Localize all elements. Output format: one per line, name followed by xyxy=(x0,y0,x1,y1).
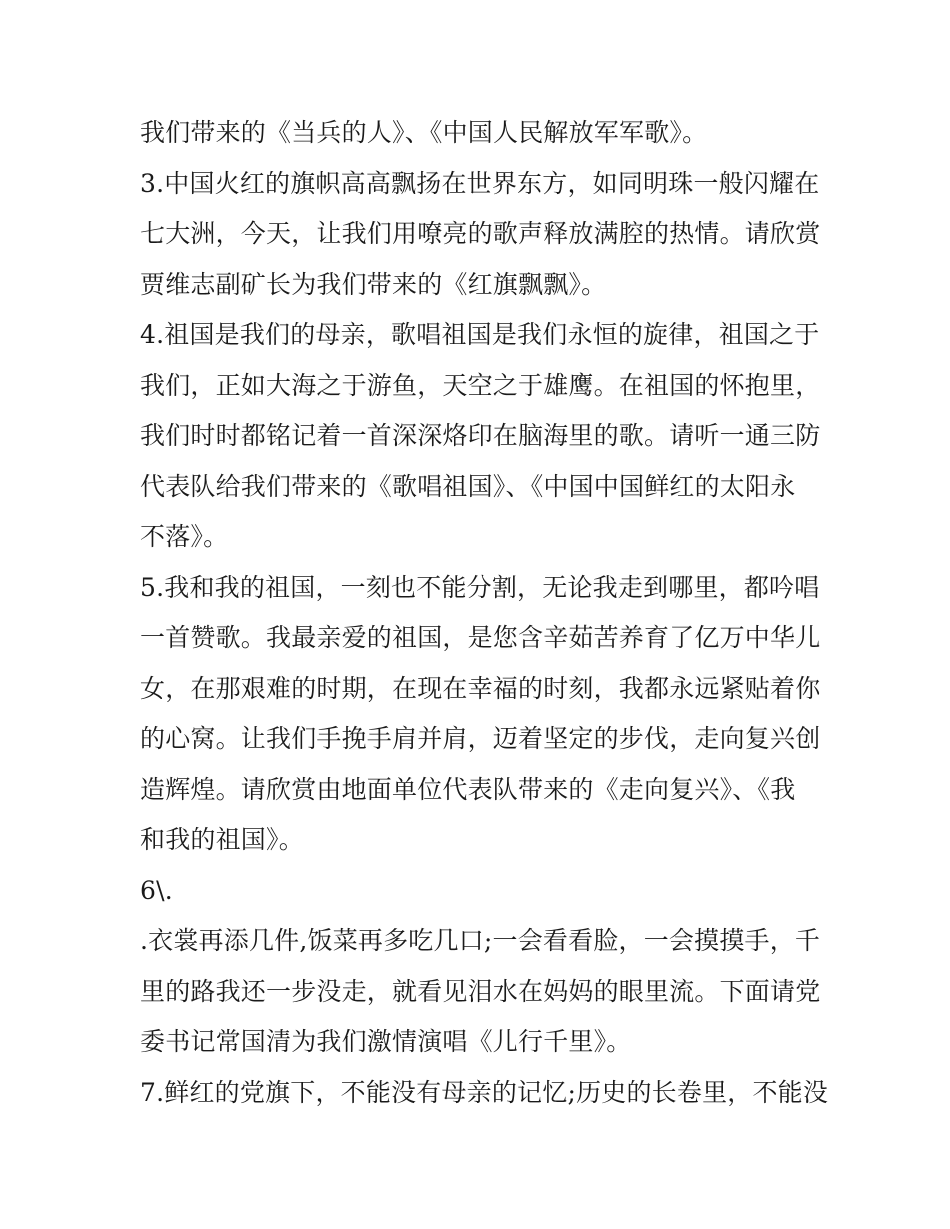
text-line: 代表队给我们带来的《歌唱祖国》、《中国中国鲜红的太阳永 xyxy=(140,471,796,501)
text-line: 我们，正如大海之于游鱼，天空之于雄鹰。在祖国的怀抱里， xyxy=(140,370,821,400)
text-line: 我们带来的《当兵的人》、《中国人民解放军军歌》。 xyxy=(140,118,708,147)
text-line: 我们时时都铭记着一首深深烙印在脑海里的歌。请听一通三防 xyxy=(140,421,821,450)
text-line: 和我的祖国》。 xyxy=(140,825,304,854)
text-line: 七大洲，今天，让我们用嘹亮的歌声释放满腔的热情。请欣赏 xyxy=(140,219,821,248)
text-line: 里的路我还一步没走，就看见泪水在妈妈的眼里流。下面请党 xyxy=(140,976,821,1006)
text-line: 7.鲜红的党旗下，不能没有母亲的记忆;历史的长卷里，不能没 xyxy=(140,1077,829,1107)
text-line: 女，在那艰难的时期，在现在幸福的时刻，我都永远紧贴着你 xyxy=(140,673,821,703)
text-line: .衣裳再添几件,饭菜再多吃几口;一会看看脸，一会摸摸手，千 xyxy=(140,926,821,955)
document-body xyxy=(140,108,829,1118)
text-line: 5.我和我的祖国，一刻也不能分割，无论我走到哪里，都吟唱 xyxy=(140,572,820,602)
text-line: 委书记常国清为我们激情演唱《儿行千里》。 xyxy=(140,1027,632,1056)
text-line: 4.祖国是我们的母亲，歌唱祖国是我们永恒的旋律，祖国之于 xyxy=(140,320,820,349)
text-line: 不落》。 xyxy=(140,522,229,551)
text-line: 6\. xyxy=(140,875,173,905)
text-line: 3.中国火红的旗帜高高飘扬在世界东方，如同明珠一般闪耀在 xyxy=(140,168,820,198)
text-line: 贾维志副矿长为我们带来的《红旗飘飘》。 xyxy=(140,269,607,299)
text-line: 的心窝。让我们手挽手肩并肩，迈着坚定的步伐，走向复兴创 xyxy=(140,724,821,753)
text-line: 一首赞歌。我最亲爱的祖国，是您含辛茹苦养育了亿万中华儿 xyxy=(140,623,821,652)
text-line: 造辉煌。请欣赏由地面单位代表队带来的《走向复兴》、《我 xyxy=(140,774,796,804)
